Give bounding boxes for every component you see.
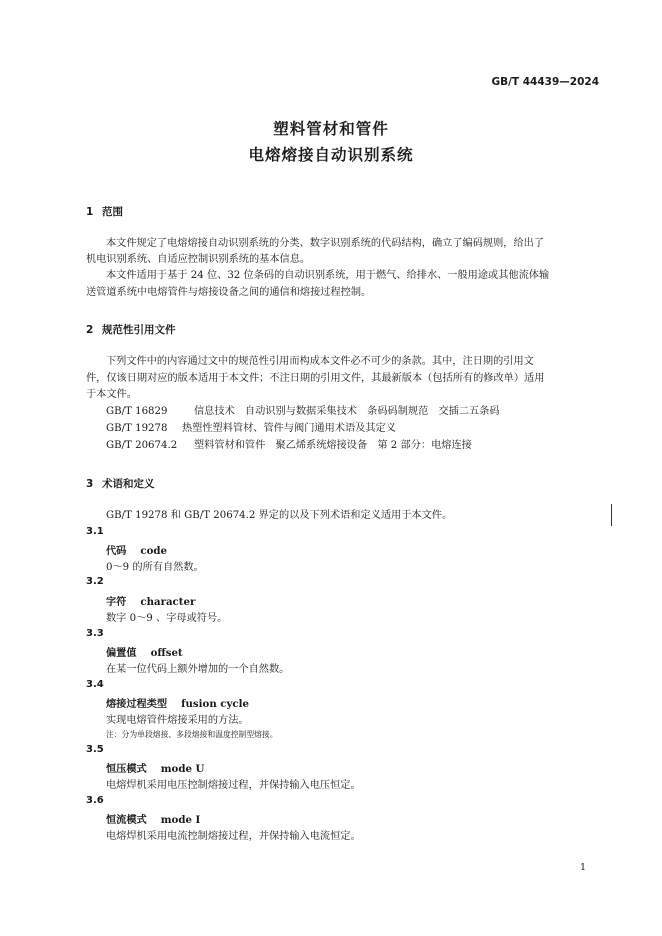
section-1-paragraph-1-line-2: 机电识别系统、自适应控制识别系统的基本信息。 xyxy=(86,254,311,265)
section-2-heading xyxy=(86,322,176,337)
section-1-paragraph-1-line-1: 本文件规定了电熔熔接自动识别系统的分类、数字识别系统的代码结构，确立了编码规则，给出了 xyxy=(106,238,545,249)
standard-number: GB/T 44439—2024 xyxy=(491,76,599,88)
term-en: offset xyxy=(150,647,183,659)
section-1-paragraph-2-line-2: 送管道系统中电熔管件与熔接设备之间的通信和熔接过程控制。 xyxy=(86,287,372,298)
section-title: 规范性引用文件 xyxy=(102,324,176,336)
reference-title: 塑料管材和管件 聚乙烯系统熔接设备 第 2 部分：电熔连接 xyxy=(194,440,472,451)
section-number: 2 xyxy=(86,324,94,336)
section-1-heading xyxy=(86,204,123,219)
section-title: 术语和定义 xyxy=(102,478,155,490)
term-en: mode U xyxy=(160,763,205,775)
term-number: 3.2 xyxy=(86,576,104,587)
term-title xyxy=(106,695,249,710)
section-2-paragraph-line-2: 件，仅该日期对应的版本适用于本文件；不注日期的引用文件，其最新版本（包括所有的修改单）适用 xyxy=(86,373,545,384)
section-3-intro: GB/T 19278 和 GB/T 20674.2 界定的以及下列术语和定义适用于本文件。 xyxy=(106,510,453,521)
term-en: character xyxy=(140,596,196,608)
term-note: 注：分为单段熔接、多段熔接和温度控制型熔接。 xyxy=(106,730,278,739)
term-number: 3.5 xyxy=(86,744,104,755)
reference-title: 热塑性塑料管材、管件与阀门通用术语及其定义 xyxy=(182,423,396,434)
section-3-heading xyxy=(86,476,155,491)
term-title xyxy=(106,811,200,826)
section-2-paragraph-line-3: 于本文件。 xyxy=(86,389,137,400)
page-number: 1 xyxy=(580,862,587,873)
term-zh: 熔接过程类型 xyxy=(106,699,168,710)
reference-item xyxy=(106,404,500,420)
document-title-line2: 电熔熔接自动识别系统 xyxy=(248,146,414,164)
section-1-paragraph-2-line-1: 本文件适用于基于 24 位、32 位条码的自动识别系统，用于燃气、给排水、一般用途或其他流体输 xyxy=(106,270,550,281)
reference-code: GB/T 19278 xyxy=(106,423,168,434)
term-definition: 在某一位代码上额外增加的一个自然数。 xyxy=(106,664,290,675)
term-number: 3.4 xyxy=(86,679,104,690)
term-zh: 字符 xyxy=(106,597,127,608)
reference-item xyxy=(106,421,396,437)
term-definition: 电熔焊机采用电流控制熔接过程，并保持输入电流恒定。 xyxy=(106,831,361,842)
section-number: 3 xyxy=(86,478,94,490)
document-title-line1: 塑料管材和管件 xyxy=(273,120,389,138)
section-title: 范围 xyxy=(102,206,123,218)
term-en: fusion cycle xyxy=(181,698,249,710)
section-2-paragraph-line-1: 下列文件中的内容通过文中的规范性引用而构成本文件必不可少的条款。其中，注日期的引用文 xyxy=(106,356,534,367)
term-zh: 恒压模式 xyxy=(106,764,147,775)
term-number: 3.6 xyxy=(86,795,104,806)
term-definition: 电熔焊机采用电压控制熔接过程，并保持输入电压恒定。 xyxy=(106,780,361,791)
reference-item xyxy=(106,438,472,454)
section-number: 1 xyxy=(86,206,94,218)
reference-code: GB/T 20674.2 xyxy=(106,440,178,451)
reference-code: GB/T 16829 xyxy=(106,406,168,417)
term-definition: 数字 0～9 、字母或符号。 xyxy=(106,613,228,624)
term-zh: 恒流模式 xyxy=(106,815,147,826)
change-bar xyxy=(611,504,612,526)
term-number: 3.3 xyxy=(86,628,104,639)
term-title xyxy=(106,593,195,608)
term-number: 3.1 xyxy=(86,526,104,537)
term-title xyxy=(106,644,183,659)
reference-title: 信息技术 自动识别与数据采集技术 条码码制规范 交插二五条码 xyxy=(194,406,500,417)
term-en: code xyxy=(140,545,167,557)
term-en: mode I xyxy=(160,814,201,826)
term-definition: 0～9 的所有自然数。 xyxy=(106,562,204,573)
term-zh: 代码 xyxy=(106,546,127,557)
term-title xyxy=(106,760,204,775)
term-zh: 偏置值 xyxy=(106,648,137,659)
term-definition: 实现电熔管件熔接采用的方法。 xyxy=(106,715,249,726)
term-title xyxy=(106,542,167,557)
